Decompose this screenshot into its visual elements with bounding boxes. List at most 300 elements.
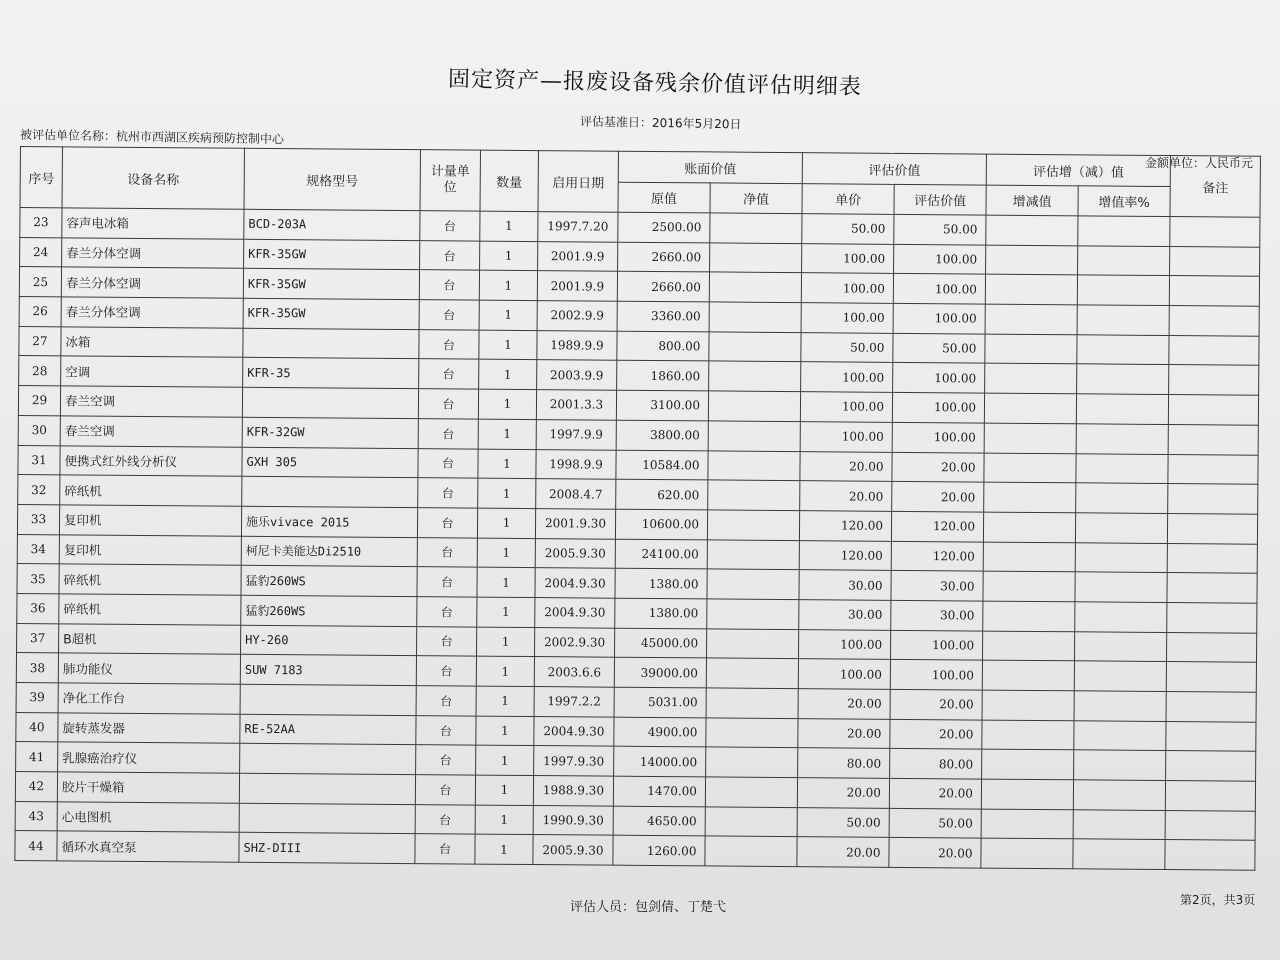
cell-name: 春兰空调 xyxy=(60,416,242,447)
cell-original: 620.00 xyxy=(616,479,708,509)
cell-unit-price: 30.00 xyxy=(799,570,891,600)
cell-net xyxy=(706,629,798,659)
cell-change-rate xyxy=(1075,542,1167,572)
cell-remarks xyxy=(1169,365,1259,395)
cell-change-rate xyxy=(1076,394,1168,424)
cell-qty: 1 xyxy=(479,270,537,300)
cell-unit: 台 xyxy=(419,300,479,330)
cell-net xyxy=(708,480,800,510)
cell-qty: 1 xyxy=(475,775,533,805)
cell-original: 2500.00 xyxy=(618,212,710,242)
cell-remarks xyxy=(1165,810,1255,840)
cell-seq: 44 xyxy=(15,831,57,861)
cell-model: 猛豹260WS xyxy=(241,566,417,597)
cell-unit-price: 100.00 xyxy=(800,421,892,451)
cell-change-rate xyxy=(1076,453,1168,483)
cell-seq: 34 xyxy=(17,534,59,564)
cell-name: 复印机 xyxy=(59,534,241,565)
document-title: 固定资产—报废设备残余价值评估明细表 xyxy=(447,67,863,100)
cell-unit: 台 xyxy=(417,626,477,656)
cell-net xyxy=(707,599,799,629)
cell-net xyxy=(705,836,797,866)
cell-remarks xyxy=(1169,335,1259,365)
cell-qty: 1 xyxy=(480,211,538,241)
cell-unit-price: 50.00 xyxy=(802,214,894,244)
cell-name: 碎纸机 xyxy=(60,475,242,506)
cell-model xyxy=(242,387,418,418)
cell-net xyxy=(709,272,801,302)
cell-change-amount xyxy=(984,482,1076,512)
cell-start-date: 1997.2.2 xyxy=(534,687,614,717)
cell-start-date: 1997.9.30 xyxy=(534,746,614,776)
cell-remarks xyxy=(1167,513,1257,543)
cell-start-date: 2003.6.6 xyxy=(534,657,614,687)
cell-unit: 台 xyxy=(417,508,477,538)
cell-original: 45000.00 xyxy=(615,628,707,658)
cell-net xyxy=(705,777,797,807)
cell-qty: 1 xyxy=(475,835,533,865)
cell-change-rate xyxy=(1074,691,1166,721)
cell-remarks xyxy=(1166,692,1256,722)
cell-change-amount xyxy=(981,779,1073,809)
cell-net xyxy=(708,450,800,480)
cell-assessed-value: 100.00 xyxy=(893,363,985,393)
cell-model: 施乐vivace 2015 xyxy=(241,506,417,537)
cell-unit: 台 xyxy=(416,686,476,716)
cell-change-rate xyxy=(1073,780,1165,810)
cell-original: 800.00 xyxy=(617,331,709,361)
cell-qty: 1 xyxy=(477,508,535,538)
cell-unit-price: 20.00 xyxy=(798,689,890,719)
cell-remarks xyxy=(1166,721,1256,751)
cell-seq: 24 xyxy=(20,237,62,267)
cell-change-rate xyxy=(1074,661,1166,691)
cell-start-date: 1988.9.30 xyxy=(533,776,613,806)
cell-change-amount xyxy=(984,393,1076,423)
header-qty: 数量 xyxy=(480,150,538,211)
cell-unit: 台 xyxy=(415,804,475,834)
cell-name: 春兰分体空调 xyxy=(61,297,243,328)
cell-assessed-value: 20.00 xyxy=(892,482,984,512)
header-book-value: 账面价值 xyxy=(618,151,802,183)
cell-model xyxy=(239,773,415,804)
cell-remarks xyxy=(1167,632,1257,662)
cell-start-date: 2005.9.30 xyxy=(535,538,615,568)
cell-change-amount xyxy=(985,364,1077,394)
cell-original: 1260.00 xyxy=(613,836,705,866)
cell-seq: 42 xyxy=(15,772,57,802)
cell-change-amount xyxy=(985,304,1077,334)
cell-original: 4650.00 xyxy=(613,806,705,836)
cell-net xyxy=(707,539,799,569)
cell-seq: 25 xyxy=(19,267,61,297)
cell-name: 乳腺癌治疗仪 xyxy=(58,742,240,773)
cell-qty: 1 xyxy=(479,300,537,330)
cell-net xyxy=(709,302,801,332)
cell-change-amount xyxy=(985,274,1077,304)
cell-seq: 35 xyxy=(17,564,59,594)
cell-remarks xyxy=(1170,217,1260,247)
cell-qty: 1 xyxy=(475,805,533,835)
cell-unit: 台 xyxy=(420,211,480,241)
cell-change-amount xyxy=(981,839,1073,869)
cell-model xyxy=(240,684,416,715)
cell-assessed-value: 50.00 xyxy=(894,214,986,244)
cell-qty: 1 xyxy=(476,745,534,775)
base-date: 评估基准日：2016年5月20日 xyxy=(579,114,742,132)
cell-assessed-value: 120.00 xyxy=(891,541,983,571)
cell-start-date: 1997.9.9 xyxy=(536,419,616,449)
cell-change-rate xyxy=(1078,216,1170,246)
cell-change-rate xyxy=(1077,305,1169,335)
cell-unit: 台 xyxy=(417,567,477,597)
cell-net xyxy=(706,688,798,718)
cell-net xyxy=(706,658,798,688)
cell-seq: 36 xyxy=(17,593,59,623)
cell-net xyxy=(708,421,800,451)
cell-assessed-value: 50.00 xyxy=(893,333,985,363)
cell-unit: 台 xyxy=(419,270,479,300)
cell-change-amount xyxy=(983,631,1075,661)
cell-name: 空调 xyxy=(61,356,243,387)
cell-unit-price: 120.00 xyxy=(799,540,891,570)
cell-assessed-value: 100.00 xyxy=(890,660,982,690)
cell-seq: 29 xyxy=(18,386,60,416)
cell-assessed-value: 100.00 xyxy=(892,392,984,422)
cell-net xyxy=(710,243,802,273)
cell-name: 便携式红外线分析仪 xyxy=(60,445,242,476)
cell-start-date: 2001.9.30 xyxy=(535,508,615,538)
cell-change-rate xyxy=(1075,572,1167,602)
cell-qty: 1 xyxy=(476,716,534,746)
header-change: 评估增（减）值 xyxy=(986,154,1170,186)
cell-assessed-value: 30.00 xyxy=(891,600,983,630)
cell-unit: 台 xyxy=(418,389,478,419)
cell-seq: 27 xyxy=(19,326,61,356)
table-header xyxy=(20,147,1260,218)
header-change-amount: 增减值 xyxy=(986,185,1078,216)
cell-unit-price: 100.00 xyxy=(800,392,892,422)
cell-change-rate xyxy=(1077,364,1169,394)
cell-seq: 41 xyxy=(16,742,58,772)
cell-seq: 31 xyxy=(18,445,60,475)
cell-original: 10600.00 xyxy=(615,509,707,539)
header-remarks: 备注 xyxy=(1170,156,1260,218)
cell-name: 容声电冰箱 xyxy=(62,208,244,239)
cell-unit: 台 xyxy=(417,597,477,627)
cell-name: 净化工作台 xyxy=(58,683,240,714)
cell-remarks xyxy=(1167,602,1257,632)
cell-original: 4900.00 xyxy=(614,717,706,747)
cell-start-date: 1990.9.30 xyxy=(533,805,613,835)
cell-qty: 1 xyxy=(477,567,535,597)
cell-change-rate xyxy=(1074,750,1166,780)
cell-original: 1470.00 xyxy=(613,776,705,806)
header-assessed-value: 评估价值 xyxy=(802,153,986,185)
cell-change-rate xyxy=(1073,810,1165,840)
cell-unit-price: 20.00 xyxy=(800,481,892,511)
cell-model: BCD-203A xyxy=(244,209,420,240)
cell-model: RE-52AA xyxy=(240,714,416,745)
cell-change-rate xyxy=(1078,245,1170,275)
cell-change-amount xyxy=(984,453,1076,483)
table-body xyxy=(15,208,1260,871)
cell-name: B超机 xyxy=(59,623,241,654)
cell-change-amount xyxy=(983,571,1075,601)
cell-remarks xyxy=(1167,573,1257,603)
cell-model: KFR-35GW xyxy=(243,298,419,329)
cell-unit: 台 xyxy=(420,240,480,270)
page-number: 第2页，共3页 xyxy=(1180,893,1256,907)
cell-change-rate xyxy=(1076,424,1168,454)
cell-qty: 1 xyxy=(477,627,535,657)
cell-name: 心电图机 xyxy=(57,802,239,833)
cell-unit-price: 100.00 xyxy=(801,362,893,392)
cell-qty: 1 xyxy=(479,330,537,360)
header-original: 原值 xyxy=(618,182,710,213)
cell-change-rate xyxy=(1077,275,1169,305)
cell-start-date: 2001.9.9 xyxy=(538,241,618,271)
cell-remarks xyxy=(1170,246,1260,276)
cell-name: 旋转蒸发器 xyxy=(58,713,240,744)
cell-remarks xyxy=(1168,395,1258,425)
assessed-unit-name: 被评估单位名称：杭州市西湖区疾病预防控制中心 xyxy=(19,127,285,147)
cell-assessed-value: 100.00 xyxy=(894,244,986,274)
cell-start-date: 2004.9.30 xyxy=(535,568,615,598)
cell-unit: 台 xyxy=(416,715,476,745)
cell-start-date: 2004.9.30 xyxy=(535,597,615,627)
header-net: 净值 xyxy=(710,183,802,214)
cell-assessed-value: 20.00 xyxy=(890,689,982,719)
cell-model: KFR-32GW xyxy=(242,417,418,448)
cell-start-date: 2001.3.3 xyxy=(536,390,616,420)
cell-qty: 1 xyxy=(479,360,537,390)
cell-start-date: 2008.4.7 xyxy=(536,479,616,509)
cell-unit: 台 xyxy=(416,656,476,686)
cell-start-date: 2003.9.9 xyxy=(537,360,617,390)
cell-remarks xyxy=(1165,840,1255,870)
cell-model xyxy=(240,744,416,775)
cell-remarks xyxy=(1168,424,1258,454)
cell-unit-price: 20.00 xyxy=(797,837,889,867)
cell-change-amount xyxy=(982,660,1074,690)
cell-name: 复印机 xyxy=(59,505,241,536)
cell-original: 1380.00 xyxy=(615,598,707,628)
cell-qty: 1 xyxy=(476,656,534,686)
cell-assessed-value: 20.00 xyxy=(889,838,981,868)
header-model: 规格型号 xyxy=(244,148,420,210)
cell-unit: 台 xyxy=(419,329,479,359)
cell-unit-price: 100.00 xyxy=(798,659,890,689)
cell-seq: 37 xyxy=(17,623,59,653)
cell-original: 3100.00 xyxy=(616,390,708,420)
asset-table xyxy=(14,146,1261,871)
cell-model: SHZ-DIII xyxy=(239,833,415,864)
cell-model xyxy=(243,328,419,359)
cell-unit-price: 20.00 xyxy=(797,778,889,808)
cell-model: KFR-35GW xyxy=(244,239,420,270)
cell-unit: 台 xyxy=(419,359,479,389)
cell-qty: 1 xyxy=(480,241,538,271)
cell-start-date: 2001.9.9 xyxy=(537,271,617,301)
cell-change-amount xyxy=(986,215,1078,245)
cell-seq: 23 xyxy=(20,208,62,238)
cell-change-rate xyxy=(1073,839,1165,869)
cell-original: 1380.00 xyxy=(615,568,707,598)
cell-change-rate xyxy=(1074,720,1166,750)
cell-model: HY-260 xyxy=(241,625,417,656)
cell-start-date: 2002.9.9 xyxy=(537,301,617,331)
cell-remarks xyxy=(1166,662,1256,692)
cell-start-date: 1989.9.9 xyxy=(537,330,617,360)
cell-unit: 台 xyxy=(416,745,476,775)
cell-qty: 1 xyxy=(477,597,535,627)
cell-unit-price: 80.00 xyxy=(798,748,890,778)
cell-assessed-value: 20.00 xyxy=(890,719,982,749)
cell-name: 碎纸机 xyxy=(59,594,241,625)
cell-name: 碎纸机 xyxy=(59,564,241,595)
cell-seq: 38 xyxy=(16,653,58,683)
cell-net xyxy=(708,391,800,421)
cell-model: 柯尼卡美能达Di2510 xyxy=(241,536,417,567)
cell-name: 胶片干燥箱 xyxy=(57,772,239,803)
cell-unit: 台 xyxy=(415,834,475,864)
cell-unit-price: 30.00 xyxy=(799,600,891,630)
cell-seq: 39 xyxy=(16,682,58,712)
cell-change-rate xyxy=(1075,602,1167,632)
cell-model xyxy=(239,803,415,834)
cell-assessed-value: 100.00 xyxy=(893,274,985,304)
cell-unit-price: 20.00 xyxy=(798,718,890,748)
cell-qty: 1 xyxy=(478,389,536,419)
cell-change-amount xyxy=(983,512,1075,542)
cell-original: 1860.00 xyxy=(617,361,709,391)
cell-start-date: 2002.9.30 xyxy=(535,627,615,657)
cell-original: 3360.00 xyxy=(617,301,709,331)
cell-unit-price: 120.00 xyxy=(799,511,891,541)
cell-qty: 1 xyxy=(478,449,536,479)
cell-seq: 32 xyxy=(18,475,60,505)
cell-net xyxy=(707,569,799,599)
cell-original: 2660.00 xyxy=(617,272,709,302)
cell-original: 10584.00 xyxy=(616,450,708,480)
cell-model: SUW 7183 xyxy=(240,655,416,686)
cell-net xyxy=(706,718,798,748)
cell-unit-price: 100.00 xyxy=(801,303,893,333)
cell-change-amount xyxy=(982,690,1074,720)
cell-unit: 台 xyxy=(418,448,478,478)
cell-start-date: 1997.7.20 xyxy=(538,212,618,242)
cell-change-amount xyxy=(982,720,1074,750)
cell-change-amount xyxy=(983,542,1075,572)
header-unit: 计量单位 xyxy=(420,150,480,211)
cell-remarks xyxy=(1166,751,1256,781)
assessors: 评估人员：包剑倩、丁楚弋 xyxy=(570,900,727,915)
header-unit-price: 单价 xyxy=(802,184,894,215)
cell-qty: 1 xyxy=(478,478,536,508)
cell-start-date: 1998.9.9 xyxy=(536,449,616,479)
cell-unit-price: 20.00 xyxy=(800,451,892,481)
cell-qty: 1 xyxy=(476,686,534,716)
cell-unit-price: 100.00 xyxy=(799,629,891,659)
cell-change-rate xyxy=(1075,513,1167,543)
cell-assessed-value: 80.00 xyxy=(890,749,982,779)
cell-start-date: 2004.9.30 xyxy=(534,716,614,746)
cell-name: 春兰分体空调 xyxy=(62,238,244,269)
cell-change-amount xyxy=(985,334,1077,364)
cell-remarks xyxy=(1168,484,1258,514)
cell-assessed-value: 100.00 xyxy=(893,303,985,333)
cell-model: KFR-35GW xyxy=(243,269,419,300)
cell-net xyxy=(707,510,799,540)
cell-name: 肺功能仪 xyxy=(58,653,240,684)
cell-remarks xyxy=(1169,306,1259,336)
cell-remarks xyxy=(1167,543,1257,573)
cell-assessed-value: 50.00 xyxy=(889,808,981,838)
cell-net xyxy=(709,361,801,391)
cell-unit: 台 xyxy=(417,537,477,567)
currency-unit: 金额单位：人民币元 xyxy=(1145,156,1254,170)
cell-unit: 台 xyxy=(415,775,475,805)
cell-change-rate xyxy=(1076,483,1168,513)
cell-assessed-value: 20.00 xyxy=(892,452,984,482)
cell-unit: 台 xyxy=(418,418,478,448)
header-change-rate: 增值率% xyxy=(1078,186,1170,217)
cell-unit: 台 xyxy=(418,478,478,508)
cell-change-amount xyxy=(981,809,1073,839)
cell-change-amount xyxy=(983,601,1075,631)
cell-model xyxy=(242,476,418,507)
cell-assessed-value: 120.00 xyxy=(891,511,983,541)
cell-unit-price: 100.00 xyxy=(801,273,893,303)
cell-original: 39000.00 xyxy=(614,657,706,687)
cell-original: 14000.00 xyxy=(614,747,706,777)
cell-seq: 33 xyxy=(17,504,59,534)
cell-model: 猛豹260WS xyxy=(241,595,417,626)
cell-change-amount xyxy=(986,245,1078,275)
cell-assessed-value: 100.00 xyxy=(891,630,983,660)
cell-name: 循环水真空泵 xyxy=(57,831,239,862)
cell-change-rate xyxy=(1077,335,1169,365)
cell-name: 春兰分体空调 xyxy=(61,267,243,298)
cell-model: KFR-35 xyxy=(243,358,419,389)
cell-change-amount xyxy=(982,749,1074,779)
cell-original: 3800.00 xyxy=(616,420,708,450)
cell-remarks xyxy=(1169,276,1259,306)
cell-change-amount xyxy=(984,423,1076,453)
cell-net xyxy=(706,747,798,777)
cell-net xyxy=(709,332,801,362)
header-start-date: 启用日期 xyxy=(538,151,618,213)
asset-table-wrapper xyxy=(14,146,1260,871)
cell-assessed-value: 20.00 xyxy=(889,778,981,808)
cell-name: 冰箱 xyxy=(61,327,243,358)
cell-original: 24100.00 xyxy=(615,539,707,569)
cell-seq: 28 xyxy=(19,356,61,386)
cell-original: 2660.00 xyxy=(618,242,710,272)
header-assessed: 评估价值 xyxy=(894,184,986,215)
cell-assessed-value: 100.00 xyxy=(892,422,984,452)
cell-seq: 40 xyxy=(16,712,58,742)
cell-net xyxy=(710,213,802,243)
cell-seq: 26 xyxy=(19,297,61,327)
cell-start-date: 2005.9.30 xyxy=(533,835,613,865)
cell-remarks xyxy=(1165,781,1255,811)
cell-assessed-value: 30.00 xyxy=(891,571,983,601)
cell-seq: 30 xyxy=(18,415,60,445)
cell-unit-price: 50.00 xyxy=(797,807,889,837)
cell-unit-price: 50.00 xyxy=(801,332,893,362)
